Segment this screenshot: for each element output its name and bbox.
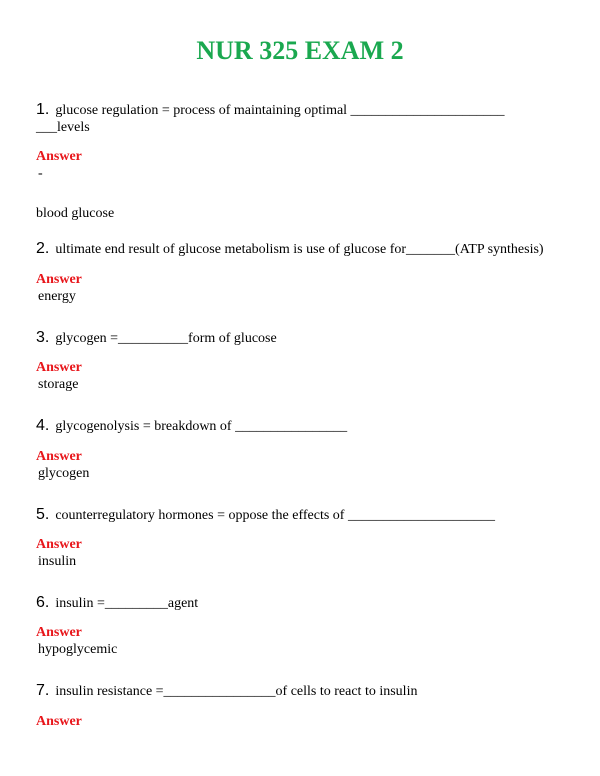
question-7 — [36, 682, 556, 700]
answer-dash: - — [38, 166, 43, 181]
question-text: ultimate end result of glucose metabolism is use of glucose for_______(ATP synthesis) — [55, 242, 544, 257]
answer-label: Answer — [36, 714, 82, 729]
question-number: 5. — [36, 506, 50, 523]
question-3 — [36, 329, 556, 347]
question-2 — [36, 240, 576, 258]
answer-text: storage — [38, 377, 79, 392]
question-text: glycogen =__________form of glucose — [55, 331, 277, 346]
answer-text: blood glucose — [36, 206, 115, 221]
question-number: 3. — [36, 329, 50, 346]
question-text: counterregulatory hormones = oppose the effects of _____________________ — [55, 508, 495, 523]
document-title: NUR 325 EXAM 2 — [196, 36, 404, 65]
question-number: 4. — [36, 417, 50, 434]
answer-label: Answer — [36, 537, 82, 552]
answer-label: Answer — [36, 272, 82, 287]
answer-label: Answer — [36, 149, 82, 164]
question-number: 7. — [36, 682, 50, 699]
question-text: insulin resistance =________________of cells to react to insulin — [55, 684, 418, 699]
answer-label: Answer — [36, 360, 82, 375]
answer-label: Answer — [36, 625, 82, 640]
question-4 — [36, 417, 556, 435]
answer-text: energy — [38, 289, 76, 304]
question-text: glucose regulation = process of maintaining optimal ______________________ ___levels — [36, 103, 505, 135]
question-number: 1. — [36, 101, 50, 118]
question-number: 2. — [36, 240, 50, 257]
question-5 — [36, 506, 556, 524]
question-1 — [36, 101, 556, 136]
question-6 — [36, 594, 556, 612]
question-text: insulin =_________agent — [55, 596, 199, 611]
question-number: 6. — [36, 594, 50, 611]
answer-label: Answer — [36, 449, 82, 464]
question-text: glycogenolysis = breakdown of ________________ — [55, 419, 348, 434]
answer-text: hypoglycemic — [38, 642, 118, 657]
answer-text: insulin — [38, 554, 77, 569]
answer-text: glycogen — [38, 466, 90, 481]
